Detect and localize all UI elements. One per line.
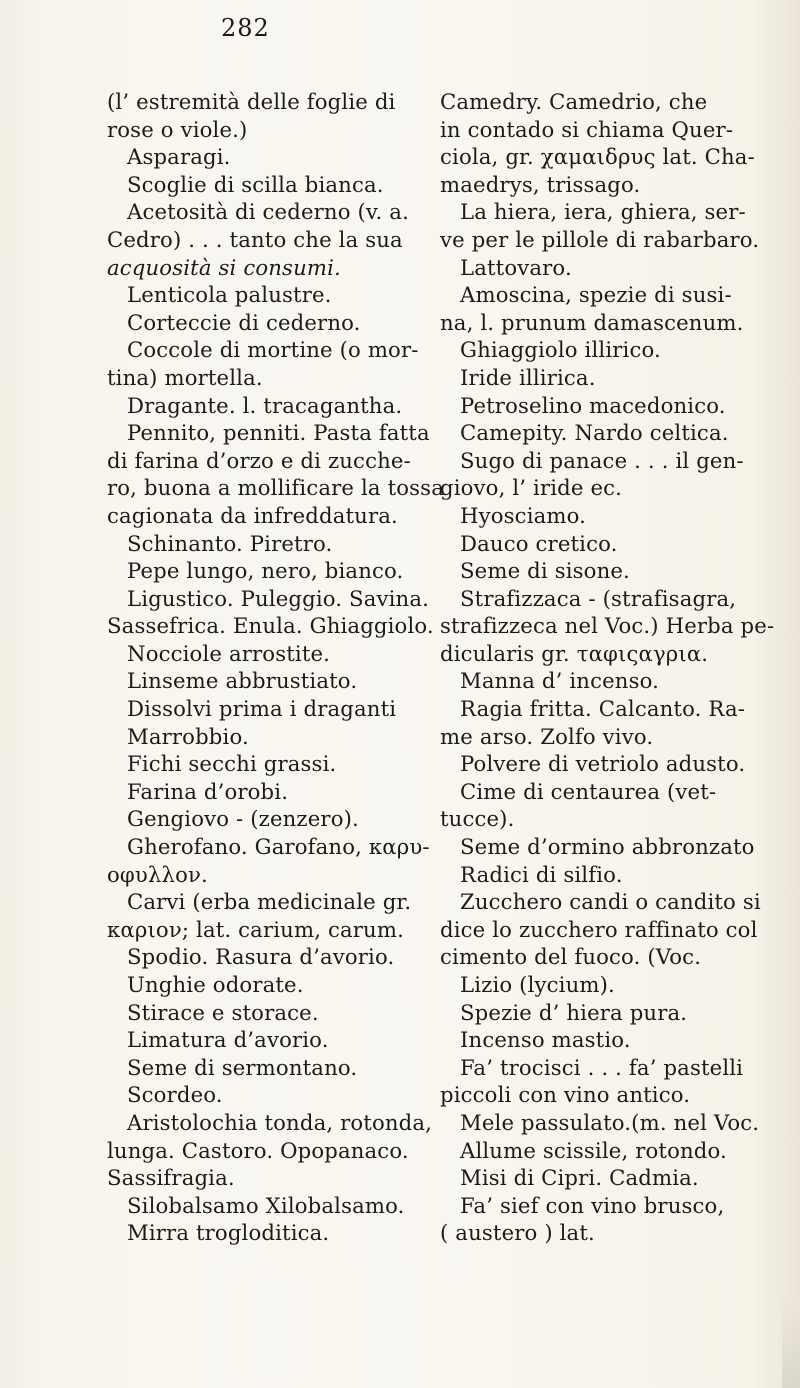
left-line-17: Schinanto. Piretro. (127, 530, 333, 556)
left-line-20: Sassefrica. Enula. Ghiaggiolo. (107, 613, 434, 639)
left-line-21: Nocciole arrostite. (127, 640, 331, 666)
left-line-37: Scordeo. (127, 1082, 223, 1108)
right-line-12: Petroselino macedonico. (460, 392, 726, 418)
left-line-39: lunga. Castoro. Opopanaco. (107, 1137, 409, 1163)
left-line-25: Fichi secchi grassi. (127, 751, 337, 777)
left-line-24: Marrobbio. (127, 723, 249, 749)
left-line-42: Mirra trogloditica. (127, 1220, 330, 1246)
left-line-4: Scoglie di scilla bianca. (127, 171, 384, 197)
left-line-15: ro, buona a mollificare la tossa (107, 475, 444, 501)
right-line-1: Camedry. Camedrio, che (440, 89, 708, 114)
right-line-35: Incenso mastio. (460, 1027, 631, 1053)
right-line-25: Polvere di vetriolo adusto. (460, 751, 746, 777)
right-line-29: Radici di silfio. (460, 861, 623, 887)
left-line-11: tina) mortella. (107, 364, 263, 390)
right-line-2: in contado si chiama Quer- (440, 116, 734, 142)
page-edge-shadow (782, 1298, 800, 1388)
left-line-18: Pepe lungo, nero, bianco. (127, 558, 404, 584)
left-line-8: Lenticola palustre. (127, 282, 332, 308)
right-line-38: Mele passulato.(m. nel Voc. (460, 1109, 760, 1135)
right-text-column (440, 88, 775, 1247)
right-line-5: La hiera, iera, ghiera, ser- (460, 199, 746, 225)
left-line-13: Pennito, penniti. Pasta fatta (127, 420, 430, 446)
left-line-12: Dragante. l. tracagantha. (127, 392, 403, 418)
right-line-11: Iride illirica. (460, 364, 596, 390)
right-line-9: na, l. prunum damascenum. (440, 309, 744, 335)
left-line-33: Unghie odorate. (127, 972, 304, 997)
left-line-28: Gherofano. Garofano, καρυ- (127, 834, 430, 860)
right-line-22: Manna d’ incenso. (460, 668, 660, 694)
right-line-23: Ragia fritta. Calcanto. Ra- (460, 696, 746, 722)
left-line-38: Aristolochia tonda, rotonda, (127, 1109, 433, 1135)
right-line-28: Seme d’ormino abbronzato (460, 834, 755, 860)
right-line-34: Spezie d’ hiera pura. (460, 999, 688, 1025)
right-line-30: Zucchero candi o candito si (460, 889, 761, 915)
right-line-26: Cime di centaurea (vet- (460, 778, 717, 804)
right-line-24: me arso. Zolfo vivo. (440, 723, 654, 749)
left-text-column (107, 88, 444, 1247)
right-line-32: cimento del fuoco. (Voc. (440, 944, 702, 970)
left-line-23: Dissolvi prima i draganti (127, 696, 397, 722)
left-line-2: rose o viole.) (107, 116, 248, 142)
left-line-22: Linseme abbrustiato. (127, 668, 358, 694)
right-line-33: Lizio (lycium). (460, 972, 615, 997)
right-line-20: strafizzeca nel Voc.) Herba pe- (440, 613, 775, 639)
right-line-16: Hyosciamo. (460, 502, 587, 528)
left-line-16: cagionata da infreddatura. (107, 502, 398, 528)
right-line-40: Misi di Cipri. Cadmia. (460, 1165, 699, 1191)
left-line-30: Carvi (erba medicinale gr. (127, 889, 412, 915)
right-line-41: Fa’ sief con vino brusco, (460, 1192, 725, 1218)
left-line-7: acquosità si consumi. (107, 254, 341, 280)
left-line-34: Stirace e storace. (127, 999, 319, 1025)
left-line-10: Coccole di mortine (o mor- (127, 337, 419, 363)
right-line-17: Dauco cretico. (460, 530, 618, 556)
right-line-27: tucce). (440, 806, 515, 832)
right-line-4: maedrys, trissago. (440, 171, 641, 197)
right-line-10: Ghiaggiolo illirico. (460, 337, 661, 363)
left-line-26: Farina d’orobi. (127, 778, 289, 804)
left-line-19: Ligustico. Puleggio. Savina. (127, 585, 430, 611)
right-line-18: Seme di sisone. (460, 558, 630, 584)
left-line-29: οφυλλον. (107, 861, 208, 887)
page-number: 282 (221, 14, 270, 42)
right-line-6: ve per le pillole di rabarbaro. (440, 226, 760, 252)
right-line-3: ciola, gr. χαμαιδρυς lat. Cha- (440, 144, 755, 170)
left-line-5: Acetosità di cederno (v. a. (127, 199, 409, 225)
left-line-36: Seme di sermontano. (127, 1054, 358, 1080)
left-line-40: Sassifragia. (107, 1165, 235, 1191)
right-line-31: dice lo zucchero raffinato col (440, 916, 758, 942)
right-line-21: dicularis gr. ταφιςαγρια. (440, 640, 709, 666)
right-line-36: Fa’ trocisci . . . fa’ pastelli (460, 1054, 744, 1080)
left-line-27: Gengiovo - (zenzero). (127, 806, 359, 832)
right-line-14: Sugo di panace . . . il gen- (460, 447, 744, 473)
left-line-9: Corteccie di cederno. (127, 309, 361, 335)
left-line-32: Spodio. Rasura d’avorio. (127, 944, 395, 970)
left-line-31: καριον; lat. carium, carum. (107, 916, 404, 942)
left-line-3: Asparagi. (127, 144, 231, 170)
left-line-6: Cedro) . . . tanto che la sua (107, 226, 403, 252)
left-line-35: Limatura d’avorio. (127, 1027, 329, 1053)
right-line-7: Lattovaro. (460, 254, 572, 280)
right-line-42: ( austero ) lat. (440, 1220, 595, 1246)
right-line-8: Amoscina, spezie di susi- (460, 282, 732, 308)
left-line-14: di farina d’orzo e di zucche- (107, 447, 411, 473)
left-line-1: (l’ estremità delle foglie di (107, 89, 396, 114)
right-line-15: giovo, l’ iride ec. (440, 475, 623, 501)
left-line-41: Silobalsamo Xilobalsamo. (127, 1192, 405, 1218)
right-line-19: Strafizzaca - (strafisagra, (460, 585, 737, 611)
right-line-37: piccoli con vino antico. (440, 1082, 691, 1108)
right-line-39: Allume scissile, rotondo. (460, 1137, 727, 1163)
right-line-13: Camepity. Nardo celtica. (460, 420, 729, 446)
